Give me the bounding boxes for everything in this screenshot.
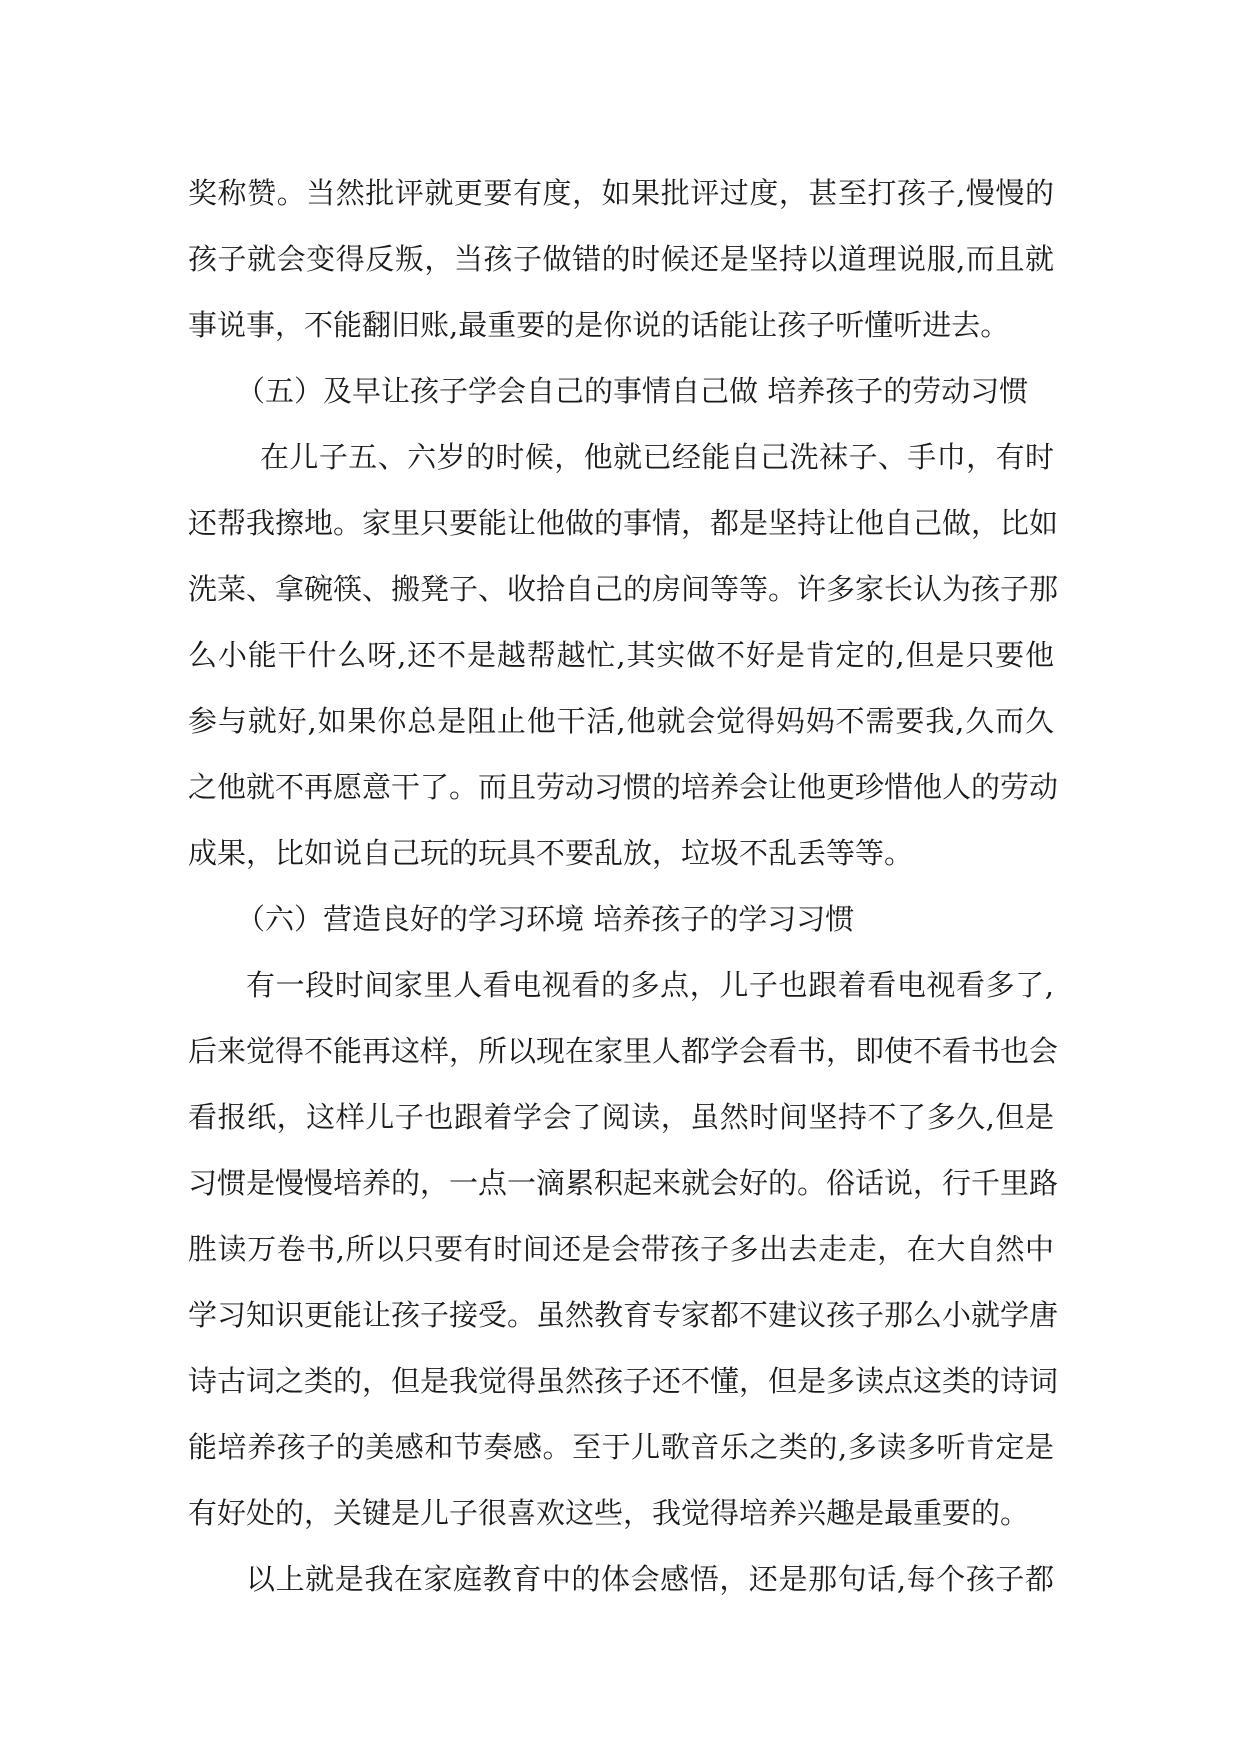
heading-line: （五）及早让孩子学会自己的事情自己做 培养孩子的劳动习惯 bbox=[236, 374, 1029, 408]
text-line: 诗古词之类的，但是我觉得虽然孩子还不懂，但是多读点这类的诗词 bbox=[188, 1364, 1059, 1398]
text-line: 后来觉得不能再这样，所以现在家里人都学会看书，即使不看书也会 bbox=[188, 1034, 1059, 1068]
paragraph-praise-criticism bbox=[188, 160, 1054, 358]
text-line: 胜读万卷书,所以只要有时间还是会带孩子多出去走走，在大自然中 bbox=[188, 1232, 1054, 1266]
text-line: 之他就不再愿意干了。而且劳动习惯的培养会让他更珍惜他人的劳动 bbox=[188, 770, 1059, 804]
paragraph-conclusion bbox=[188, 1546, 1054, 1612]
text-line: 能培养孩子的美感和节奏感。至于儿歌音乐之类的,多读多听肯定是 bbox=[188, 1430, 1054, 1464]
text-line: 成果，比如说自己玩的玩具不要乱放，垃圾不乱丢等等。 bbox=[188, 836, 914, 870]
heading-line: （六）营造良好的学习环境 培养孩子的学习习惯 bbox=[236, 902, 855, 936]
text-line: 奖称赞。当然批评就更要有度，如果批评过度，甚至打孩子,慢慢的 bbox=[188, 176, 1054, 210]
text-line: 有一段时间家里人看电视看的多点，儿子也跟着看电视看多了, bbox=[246, 968, 1054, 1002]
text-line: 看报纸，这样儿子也跟着学会了阅读，虽然时间坚持不了多久,但是 bbox=[188, 1100, 1054, 1134]
section-heading-five bbox=[188, 358, 1054, 424]
text-line: 洗菜、拿碗筷、搬凳子、收拾自己的房间等等。许多家长认为孩子那 bbox=[188, 572, 1059, 606]
text-line: 参与就好,如果你总是阻止他干活,他就会觉得妈妈不需要我,久而久 bbox=[188, 704, 1054, 738]
paragraph-labor-habits bbox=[188, 424, 1059, 886]
document-body bbox=[188, 160, 1059, 1612]
section-heading-six bbox=[188, 886, 1054, 952]
text-line: 学习知识更能让孩子接受。虽然教育专家都不建议孩子那么小就学唐 bbox=[188, 1298, 1059, 1332]
text-line: 以上就是我在家庭教育中的体会感悟，还是那句话,每个孩子都 bbox=[246, 1562, 1054, 1596]
text-line: 在儿子五、六岁的时候，他就已经能自己洗袜子、手巾，有时 bbox=[260, 440, 1054, 474]
text-line: 习惯是慢慢培养的，一点一滴累积起来就会好的。俗话说，行千里路 bbox=[188, 1166, 1059, 1200]
paragraph-study-habits bbox=[188, 952, 1059, 1546]
text-line: 么小能干什么呀,还不是越帮越忙,其实做不好是肯定的,但是只要他 bbox=[188, 638, 1054, 672]
text-line: 事说事，不能翻旧账,最重要的是你说的话能让孩子听懂听进去。 bbox=[188, 308, 1010, 342]
text-line: 还帮我擦地。家里只要能让他做的事情，都是坚持让他自己做，比如 bbox=[188, 506, 1059, 540]
text-line: 有好处的，关键是儿子很喜欢这些，我觉得培养兴趣是最重要的。 bbox=[188, 1496, 1030, 1530]
text-line: 孩子就会变得反叛，当孩子做错的时候还是坚持以道理说服,而且就 bbox=[188, 242, 1054, 276]
